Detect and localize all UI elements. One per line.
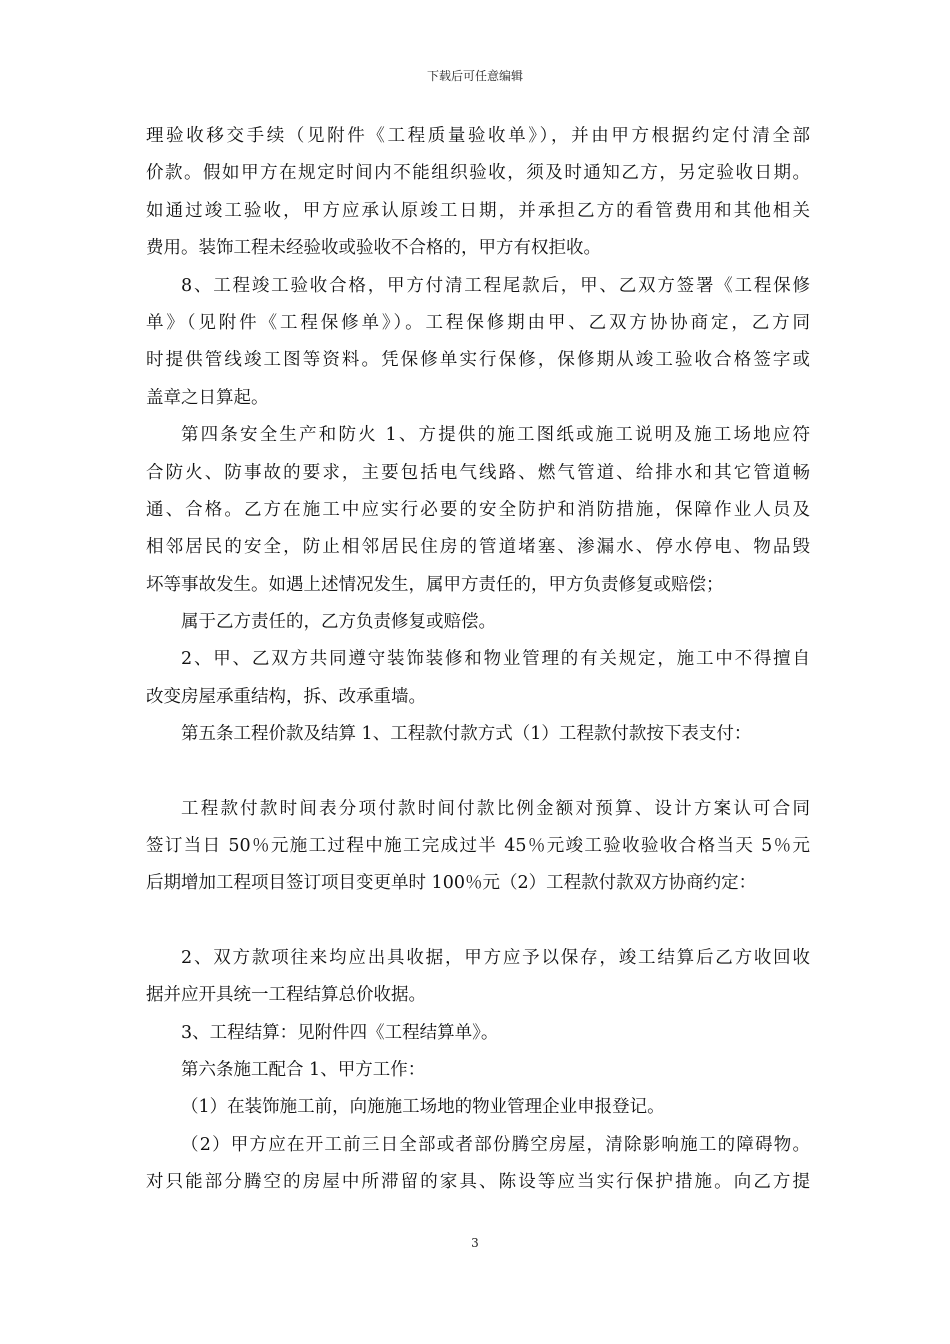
text-line: 费用。装饰工程未经验收或验收不合格的，甲方有权拒收。 [146, 238, 601, 259]
paragraph [146, 1127, 810, 1202]
page-header: 下载后可任意编辑 [426, 69, 523, 83]
text-line: 改变房屋承重结构，拆、改承重墙。 [146, 686, 426, 707]
text-line: 通、合格。乙方在施工中应实行必要的安全防护和消防措施，保障作业人员及 [146, 499, 810, 520]
page-number: 3 [471, 1236, 479, 1250]
text-line: 理验收移交手续（见附件《工程质量验收单》），并由甲方根据约定付清全部 [146, 126, 810, 146]
text-line: 价款。假如甲方在规定时间内不能组织验收，须及时通知乙方，另定验收日期。 [146, 163, 810, 184]
text-line: 工程款付款时间表分项付款时间付款比例金额对预算、设计方案认可合同 [181, 798, 810, 819]
paragraph [146, 118, 810, 268]
paragraph [146, 716, 810, 753]
text-line: 第六条施工配合 1、甲方工作： [181, 1059, 426, 1080]
text-line: 后期增加工程项目签订项目变更单时 100％元（2）工程款付款双方协商约定： [146, 873, 757, 894]
text-line: （1）在装饰施工前，向施施工场地的物业管理企业申报登记。 [181, 1097, 665, 1118]
paragraph [146, 1015, 810, 1052]
text-line: 时提供管线竣工图等资料。凭保修单实行保修，保修期从竣工验收合格签字或 [146, 350, 810, 371]
text-line: 盖章之日算起。 [146, 387, 269, 408]
paragraph [146, 1052, 810, 1089]
text-line: 第五条工程价款及结算 1、工程款付款方式（1）工程款付款按下表支付： [181, 724, 752, 745]
text-line: 2、双方款项往来均应出具收据，甲方应予以保存，竣工结算后乙方收回收 [181, 947, 810, 968]
text-line: 属于乙方责任的，乙方负责修复或赔偿。 [181, 612, 496, 633]
text-line: （2）甲方应在开工前三日全部或者部份腾空房屋，清除影响施工的障碍物。 [181, 1134, 810, 1155]
blank-line [146, 903, 810, 940]
text-line: 签订当日 50％元施工过程中施工完成过半 45％元竣工验收验收合格当天 5％元 [146, 836, 810, 857]
text-line: 8、工程竣工验收合格，甲方付清工程尾款后，甲、乙双方签署《工程保修 [181, 275, 810, 296]
text-line: 3、工程结算：见附件四《工程结算单》。 [181, 1022, 499, 1043]
text-line: 坏等事故发生。如遇上述情况发生，属甲方责任的，甲方负责修复或赔偿； [146, 574, 724, 595]
text-line: 据并应开具统一工程结算总价收据。 [146, 985, 426, 1006]
paragraph [146, 940, 810, 1015]
paragraph [146, 641, 810, 716]
text-line: 2、甲、乙双方共同遵守装饰装修和物业管理的有关规定，施工中不得擅自 [181, 649, 810, 670]
text-line: 对只能部分腾空的房屋中所滞留的家具、陈设等应当实行保护措施。向乙方提 [146, 1172, 810, 1193]
text-line: 第四条安全生产和防火 1、方提供的施工图纸或施工说明及施工场地应符 [181, 425, 810, 446]
text-line: 合防火、防事故的要求，主要包括电气线路、燃气管道、给排水和其它管道畅 [146, 462, 810, 483]
document-body [146, 118, 810, 1202]
text-line: 单》（见附件《工程保修单》）。工程保修期由甲、乙双方协协商定，乙方同 [146, 312, 810, 333]
paragraph [146, 268, 810, 418]
text-line: 如通过竣工验收，甲方应承认原竣工日期，并承担乙方的看管费用和其他相关 [146, 200, 810, 221]
paragraph [146, 791, 810, 903]
paragraph [146, 417, 810, 604]
text-line: 相邻居民的安全，防止相邻居民住房的管道堵塞、渗漏水、停水停电、物品毁 [146, 537, 810, 558]
blank-line [146, 754, 810, 791]
paragraph [146, 604, 810, 641]
paragraph [146, 1089, 810, 1126]
